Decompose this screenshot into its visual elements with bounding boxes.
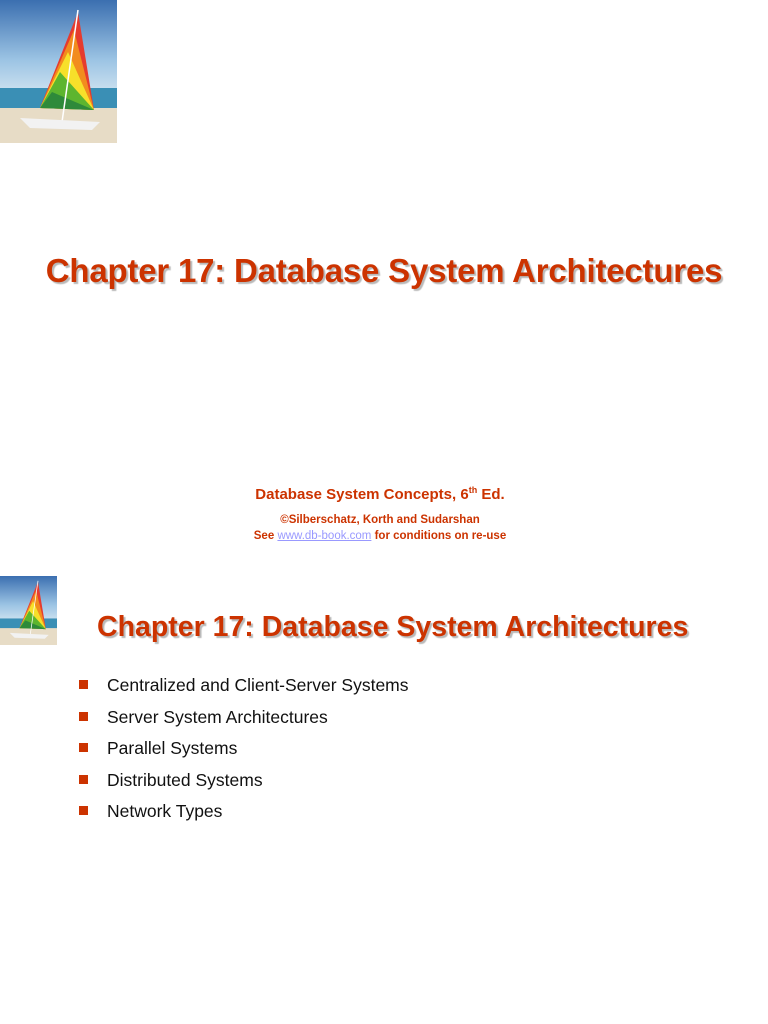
square-bullet-icon (79, 712, 88, 721)
book-title: Database System Concepts, 6th Ed. (255, 485, 505, 503)
square-bullet-icon (79, 680, 88, 689)
list-item: Parallel Systems (79, 736, 409, 768)
outline-slide (0, 575, 768, 1024)
db-book-link[interactable]: www.db-book.com (277, 530, 372, 542)
square-bullet-icon (79, 806, 88, 815)
reuse-notice: See www.db-book.com for conditions on re-use (253, 530, 507, 542)
copyright-notice: ©Silberschatz, Korth and Sudarshan (280, 514, 480, 526)
square-bullet-icon (79, 775, 88, 784)
list-item: Distributed Systems (79, 768, 409, 800)
list-item: Network Types (79, 799, 409, 831)
slide-title: Chapter 17: Database System Architectures (97, 611, 689, 643)
square-bullet-icon (79, 743, 88, 752)
slide-title: Chapter 17: Database System Architectures (45, 252, 723, 289)
sailboat-logo-icon (0, 0, 117, 143)
list-item: Server System Architectures (79, 705, 409, 737)
outline-list (79, 673, 409, 831)
list-item: Centralized and Client-Server Systems (79, 673, 409, 705)
sailboat-logo-icon (0, 576, 57, 645)
